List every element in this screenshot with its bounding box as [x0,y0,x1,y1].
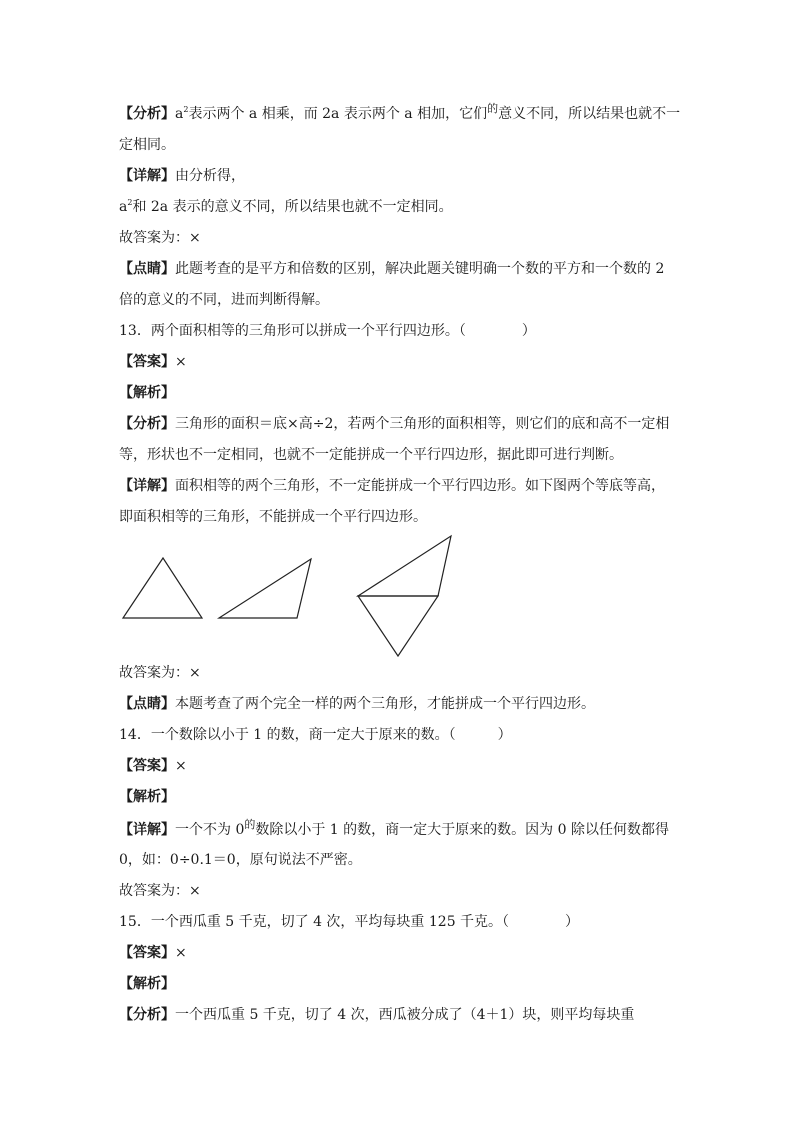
q13-solution-heading: 【解析】 [119,385,175,401]
detail-line-2: $a^2$和 2a 表示的意义不同，所以结果也就不一定相同。 [119,198,453,215]
obtuse-triangle [219,559,311,618]
question-15: 15．一个西瓜重 5 千克，切了 4 次，平均每块重 125 千克。（ ） [119,914,580,930]
q13-detail-line-2: 即面积相等的三角形，不能拼成一个平行四边形。 [119,509,427,525]
q13-analysis-line-2: 等，形状也不一定相同，也就不一定能拼成一个平行四边形，据此即可进行判断。 [119,447,623,463]
lower-joined-triangle [358,596,438,656]
q15-answer: 【答案】× [119,945,187,961]
q13-answer-line: 故答案为：× [119,665,201,681]
comment-line-2: 倍的意义的不同，进而判断得解。 [119,292,329,308]
q15-analysis-line-1: 【分析】一个西瓜重 5 千克，切了 4 次，西瓜被分成了（4＋1）块，则平均每块重 [119,1007,635,1023]
answer-line: 故答案为：× [119,230,201,246]
analysis-line-2: 定相同。 [119,137,175,153]
equilateral-triangle [123,558,202,618]
q13-analysis-line-1: 【分析】三角形的面积＝底×高÷2，若两个三角形的面积相等，则它们的底和高不一定相 [119,416,670,432]
analysis-line-1: 【分析】$a^2$表示两个 a 相乘，而 2a 表示两个 a 相加，它们$^的$意义不同，所以结果也就不一 [119,102,681,122]
comment-tag: 【点睛】 [119,261,175,277]
question-13: 13．两个面积相等的三角形可以拼成一个平行四边形。（ ） [119,323,536,339]
upper-joined-triangle [358,536,451,596]
q14-detail-line-2: 0，如：0÷0.1＝0，原句说法不严密。 [119,852,362,868]
question-14: 14．一个数除以小于 1 的数，商一定大于原来的数。（ ） [119,727,512,743]
q15-solution-heading: 【解析】 [119,976,175,992]
q14-detail-line-1: 【详解】一个不为 $0^的$数除以小于 1 的数，商一定大于原来的数。因为 0 除以任何数都得 [119,818,669,838]
q14-solution-heading: 【解析】 [119,789,175,805]
q13-comment: 【点睛】本题考查了两个完全一样的两个三角形，才能拼成一个平行四边形。 [119,696,595,712]
q13-answer: 【答案】× [119,354,187,370]
triangles-figure [115,528,460,660]
comment-line-1: 【点睛】此题考查的是平方和倍数的区别，解决此题关键明确一个数的平方和一个数的 2 [119,261,665,277]
detail-line-1: 【详解】由分析得， [119,168,245,184]
q14-answer-line: 故答案为：× [119,883,201,899]
analysis-tag: 【分析】 [119,106,175,122]
detail-tag: 【详解】 [119,168,175,184]
q13-detail-line-1: 【详解】面积相等的两个三角形，不一定能拼成一个平行四边形。如下图两个等底等高， [119,478,665,494]
q14-answer: 【答案】× [119,758,187,774]
